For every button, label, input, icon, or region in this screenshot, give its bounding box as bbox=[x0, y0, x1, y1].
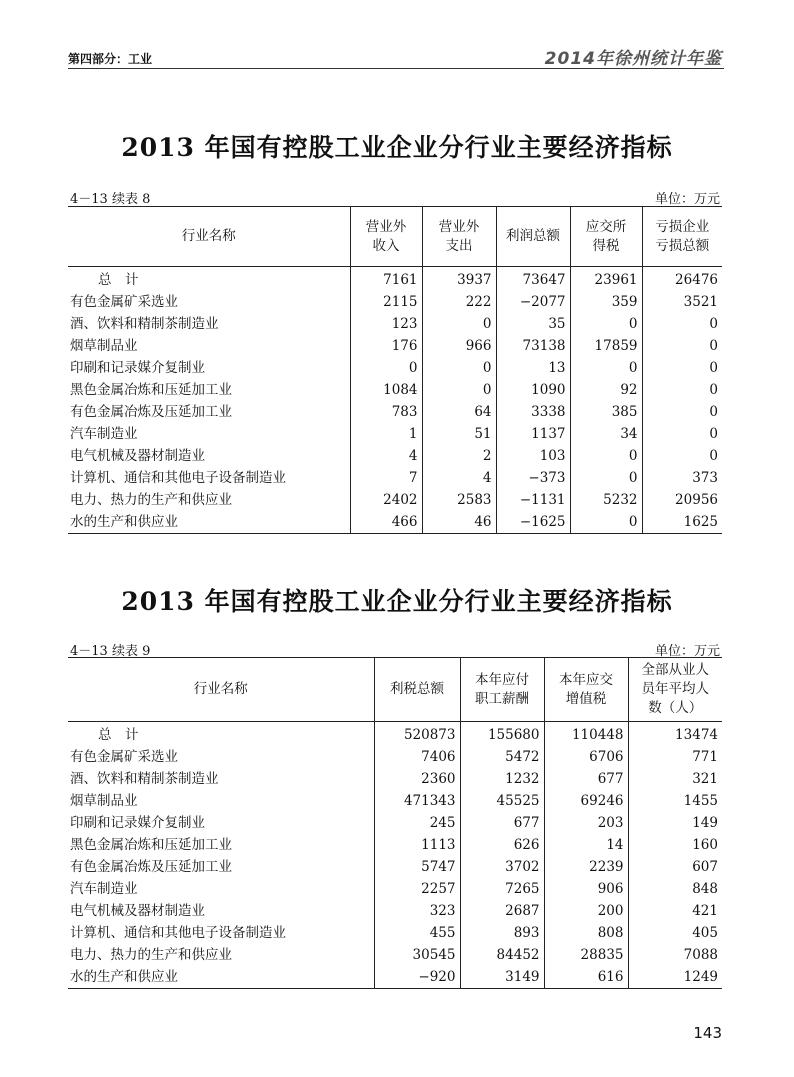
table-1-header-row bbox=[68, 207, 722, 267]
cell-value: 455 bbox=[374, 922, 460, 944]
cell-value: 222 bbox=[422, 291, 496, 313]
cell-value: 3937 bbox=[422, 267, 496, 292]
cell-value: 3702 bbox=[460, 856, 544, 878]
cell-value: 51 bbox=[422, 423, 496, 445]
cell-value: 7 bbox=[350, 467, 422, 489]
cell-value: 69246 bbox=[544, 790, 628, 812]
row-label: 印刷和记录媒介复制业 bbox=[70, 815, 205, 831]
cell-value: 1625 bbox=[642, 511, 722, 534]
yearbook-title: 2014年徐州统计年鉴 bbox=[544, 49, 722, 69]
table-2-code: 4－13 续表 9 bbox=[70, 644, 151, 659]
cell-value: 0 bbox=[570, 445, 642, 467]
cell-value: 893 bbox=[460, 922, 544, 944]
cell-value: 5232 bbox=[570, 489, 642, 511]
column-header: 营业外 收入 bbox=[350, 207, 422, 267]
cell-value: 160 bbox=[628, 834, 722, 856]
cell-value: 0 bbox=[642, 335, 722, 357]
row-label: 电力、热力的生产和供应业 bbox=[70, 947, 232, 963]
table-row bbox=[68, 812, 722, 834]
table-row bbox=[68, 489, 722, 511]
cell-value: 17859 bbox=[570, 335, 642, 357]
row-label: 水的生产和供应业 bbox=[68, 511, 350, 534]
cell-value: 848 bbox=[628, 878, 722, 900]
cell-value: 103 bbox=[496, 445, 570, 467]
cell-value: 5472 bbox=[460, 746, 544, 768]
cell-value: 2583 bbox=[422, 489, 496, 511]
column-header: 行业名称 bbox=[68, 207, 350, 267]
cell-value: 321 bbox=[628, 768, 722, 790]
row-label: 汽车制造业 bbox=[70, 426, 138, 442]
cell-value: 176 bbox=[350, 335, 422, 357]
cell-value: 28835 bbox=[544, 944, 628, 966]
table-row bbox=[68, 944, 722, 966]
row-label: 烟草制品业 bbox=[70, 793, 138, 809]
table-row bbox=[68, 856, 722, 878]
row-label: 烟草制品业 bbox=[70, 338, 138, 354]
cell-value: −1625 bbox=[496, 511, 570, 534]
cell-value: 64 bbox=[422, 401, 496, 423]
row-label: 总 计 bbox=[98, 272, 139, 288]
cell-value: 0 bbox=[642, 423, 722, 445]
cell-value: 203 bbox=[544, 812, 628, 834]
cell-value: 0 bbox=[642, 445, 722, 467]
table-row bbox=[68, 878, 722, 900]
table-row bbox=[68, 423, 722, 445]
table-1-unit: 单位：万元 bbox=[654, 192, 720, 207]
cell-value: 0 bbox=[642, 379, 722, 401]
table-row bbox=[68, 900, 722, 922]
cell-value: 4 bbox=[350, 445, 422, 467]
row-label: 电力、热力的生产和供应业 bbox=[70, 492, 232, 508]
cell-value: 149 bbox=[628, 812, 722, 834]
row-label: 印刷和记录媒介复制业 bbox=[70, 360, 205, 376]
column-header: 本年应交 增值税 bbox=[544, 658, 628, 722]
cell-value: 35 bbox=[496, 313, 570, 335]
cell-value: 421 bbox=[628, 900, 722, 922]
cell-value: 30545 bbox=[374, 944, 460, 966]
cell-value: 4 bbox=[422, 467, 496, 489]
table-1-title: 2013 年国有控股工业企业分行业主要经济指标 bbox=[121, 133, 673, 162]
cell-value: 323 bbox=[374, 900, 460, 922]
cell-value: 245 bbox=[374, 812, 460, 834]
cell-value: 0 bbox=[422, 313, 496, 335]
table-2-unit: 单位：万元 bbox=[654, 644, 720, 659]
cell-value: 359 bbox=[570, 291, 642, 313]
table-row bbox=[68, 768, 722, 790]
row-label: 有色金属冶炼及压延加工业 bbox=[70, 404, 232, 420]
cell-value: 0 bbox=[642, 401, 722, 423]
table-row bbox=[68, 790, 722, 812]
cell-value: 783 bbox=[350, 401, 422, 423]
row-label: 酒、饮料和精制茶制造业 bbox=[70, 316, 219, 332]
column-header: 利润总额 bbox=[496, 207, 570, 267]
cell-value: 0 bbox=[422, 357, 496, 379]
cell-value: 2687 bbox=[460, 900, 544, 922]
column-header: 本年应付 职工薪酬 bbox=[460, 658, 544, 722]
cell-value: 3149 bbox=[460, 966, 544, 989]
cell-value: 0 bbox=[642, 357, 722, 379]
column-header: 营业外 支出 bbox=[422, 207, 496, 267]
cell-value: 405 bbox=[628, 922, 722, 944]
cell-value: 46 bbox=[422, 511, 496, 534]
cell-value: 155680 bbox=[460, 722, 544, 747]
cell-value: 2360 bbox=[374, 768, 460, 790]
row-label: 水的生产和供应业 bbox=[68, 966, 374, 989]
cell-value: 1090 bbox=[496, 379, 570, 401]
cell-value: 6706 bbox=[544, 746, 628, 768]
cell-value: 385 bbox=[570, 401, 642, 423]
cell-value: 7265 bbox=[460, 878, 544, 900]
cell-value: 1232 bbox=[460, 768, 544, 790]
cell-value: 466 bbox=[350, 511, 422, 534]
cell-value: 84452 bbox=[460, 944, 544, 966]
row-label: 电气机械及器材制造业 bbox=[70, 448, 205, 464]
table-1-code: 4－13 续表 8 bbox=[70, 192, 151, 207]
cell-value: 677 bbox=[460, 812, 544, 834]
cell-value: 5747 bbox=[374, 856, 460, 878]
table-row bbox=[68, 722, 722, 747]
cell-value: 626 bbox=[460, 834, 544, 856]
cell-value: −373 bbox=[496, 467, 570, 489]
cell-value: 200 bbox=[544, 900, 628, 922]
cell-value: 0 bbox=[570, 511, 642, 534]
page-number: 143 bbox=[693, 1024, 722, 1042]
cell-value: 7406 bbox=[374, 746, 460, 768]
column-header: 全部从业人 员年平均人 数（人） bbox=[628, 658, 722, 722]
row-label: 有色金属矿采选业 bbox=[70, 749, 178, 765]
table-row bbox=[68, 834, 722, 856]
cell-value: 20956 bbox=[642, 489, 722, 511]
cell-value: 73138 bbox=[496, 335, 570, 357]
row-label: 有色金属冶炼及压延加工业 bbox=[70, 859, 232, 875]
table-row bbox=[68, 267, 722, 292]
column-header: 利税总额 bbox=[374, 658, 460, 722]
cell-value: 607 bbox=[628, 856, 722, 878]
cell-value: 34 bbox=[570, 423, 642, 445]
table-1-body bbox=[68, 267, 722, 534]
cell-value: 2402 bbox=[350, 489, 422, 511]
cell-value: 966 bbox=[422, 335, 496, 357]
cell-value: 1137 bbox=[496, 423, 570, 445]
cell-value: 123 bbox=[350, 313, 422, 335]
cell-value: 14 bbox=[544, 834, 628, 856]
row-label: 黑色金属冶炼和压延加工业 bbox=[70, 837, 232, 853]
cell-value: 110448 bbox=[544, 722, 628, 747]
cell-value: 520873 bbox=[374, 722, 460, 747]
cell-value: −920 bbox=[374, 966, 460, 989]
cell-value: 2 bbox=[422, 445, 496, 467]
cell-value: 2257 bbox=[374, 878, 460, 900]
cell-value: 7161 bbox=[350, 267, 422, 292]
cell-value: 0 bbox=[570, 467, 642, 489]
row-label: 计算机、通信和其他电子设备制造业 bbox=[70, 925, 286, 941]
row-label: 总 计 bbox=[98, 727, 139, 743]
cell-value: 7088 bbox=[628, 944, 722, 966]
header-divider bbox=[68, 68, 724, 69]
table-row bbox=[68, 445, 722, 467]
table-1-meta bbox=[70, 188, 720, 207]
column-header: 行业名称 bbox=[68, 658, 374, 722]
cell-value: 26476 bbox=[642, 267, 722, 292]
cell-value: 373 bbox=[642, 467, 722, 489]
cell-value: −1131 bbox=[496, 489, 570, 511]
table-row bbox=[68, 291, 722, 313]
cell-value: 23961 bbox=[570, 267, 642, 292]
cell-value: 13474 bbox=[628, 722, 722, 747]
row-label: 有色金属矿采选业 bbox=[70, 294, 178, 310]
row-label: 计算机、通信和其他电子设备制造业 bbox=[70, 470, 286, 486]
table-row bbox=[68, 335, 722, 357]
cell-value: 1 bbox=[350, 423, 422, 445]
row-label: 电气机械及器材制造业 bbox=[70, 903, 205, 919]
cell-value: 0 bbox=[570, 357, 642, 379]
cell-value: 1113 bbox=[374, 834, 460, 856]
table-2-title: 2013 年国有控股工业企业分行业主要经济指标 bbox=[121, 587, 673, 616]
cell-value: 45525 bbox=[460, 790, 544, 812]
cell-value: 1455 bbox=[628, 790, 722, 812]
cell-value: 471343 bbox=[374, 790, 460, 812]
cell-value: 92 bbox=[570, 379, 642, 401]
table-1 bbox=[68, 206, 722, 534]
cell-value: −2077 bbox=[496, 291, 570, 313]
table-2-body bbox=[68, 722, 722, 989]
cell-value: 0 bbox=[422, 379, 496, 401]
table-2-meta bbox=[70, 640, 720, 659]
cell-value: 2115 bbox=[350, 291, 422, 313]
table-row bbox=[68, 379, 722, 401]
row-label: 酒、饮料和精制茶制造业 bbox=[70, 771, 219, 787]
table-row bbox=[68, 467, 722, 489]
table-row bbox=[68, 357, 722, 379]
row-label: 黑色金属冶炼和压延加工业 bbox=[70, 382, 232, 398]
table-row bbox=[68, 511, 722, 534]
cell-value: 2239 bbox=[544, 856, 628, 878]
cell-value: 13 bbox=[496, 357, 570, 379]
cell-value: 0 bbox=[350, 357, 422, 379]
table-row bbox=[68, 401, 722, 423]
table-row bbox=[68, 313, 722, 335]
cell-value: 1084 bbox=[350, 379, 422, 401]
cell-value: 808 bbox=[544, 922, 628, 944]
cell-value: 3338 bbox=[496, 401, 570, 423]
cell-value: 771 bbox=[628, 746, 722, 768]
cell-value: 73647 bbox=[496, 267, 570, 292]
row-label: 汽车制造业 bbox=[70, 881, 138, 897]
column-header: 应交所 得税 bbox=[570, 207, 642, 267]
cell-value: 0 bbox=[642, 313, 722, 335]
table-row bbox=[68, 966, 722, 989]
section-label: 第四部分：工业 bbox=[68, 52, 153, 66]
cell-value: 3521 bbox=[642, 291, 722, 313]
cell-value: 1249 bbox=[628, 966, 722, 989]
cell-value: 906 bbox=[544, 878, 628, 900]
column-header: 亏损企业 亏损总额 bbox=[642, 207, 722, 267]
cell-value: 616 bbox=[544, 966, 628, 989]
cell-value: 0 bbox=[570, 313, 642, 335]
table-2-header-row bbox=[68, 658, 722, 722]
table-2 bbox=[68, 657, 722, 989]
cell-value: 677 bbox=[544, 768, 628, 790]
table-row bbox=[68, 746, 722, 768]
table-row bbox=[68, 922, 722, 944]
